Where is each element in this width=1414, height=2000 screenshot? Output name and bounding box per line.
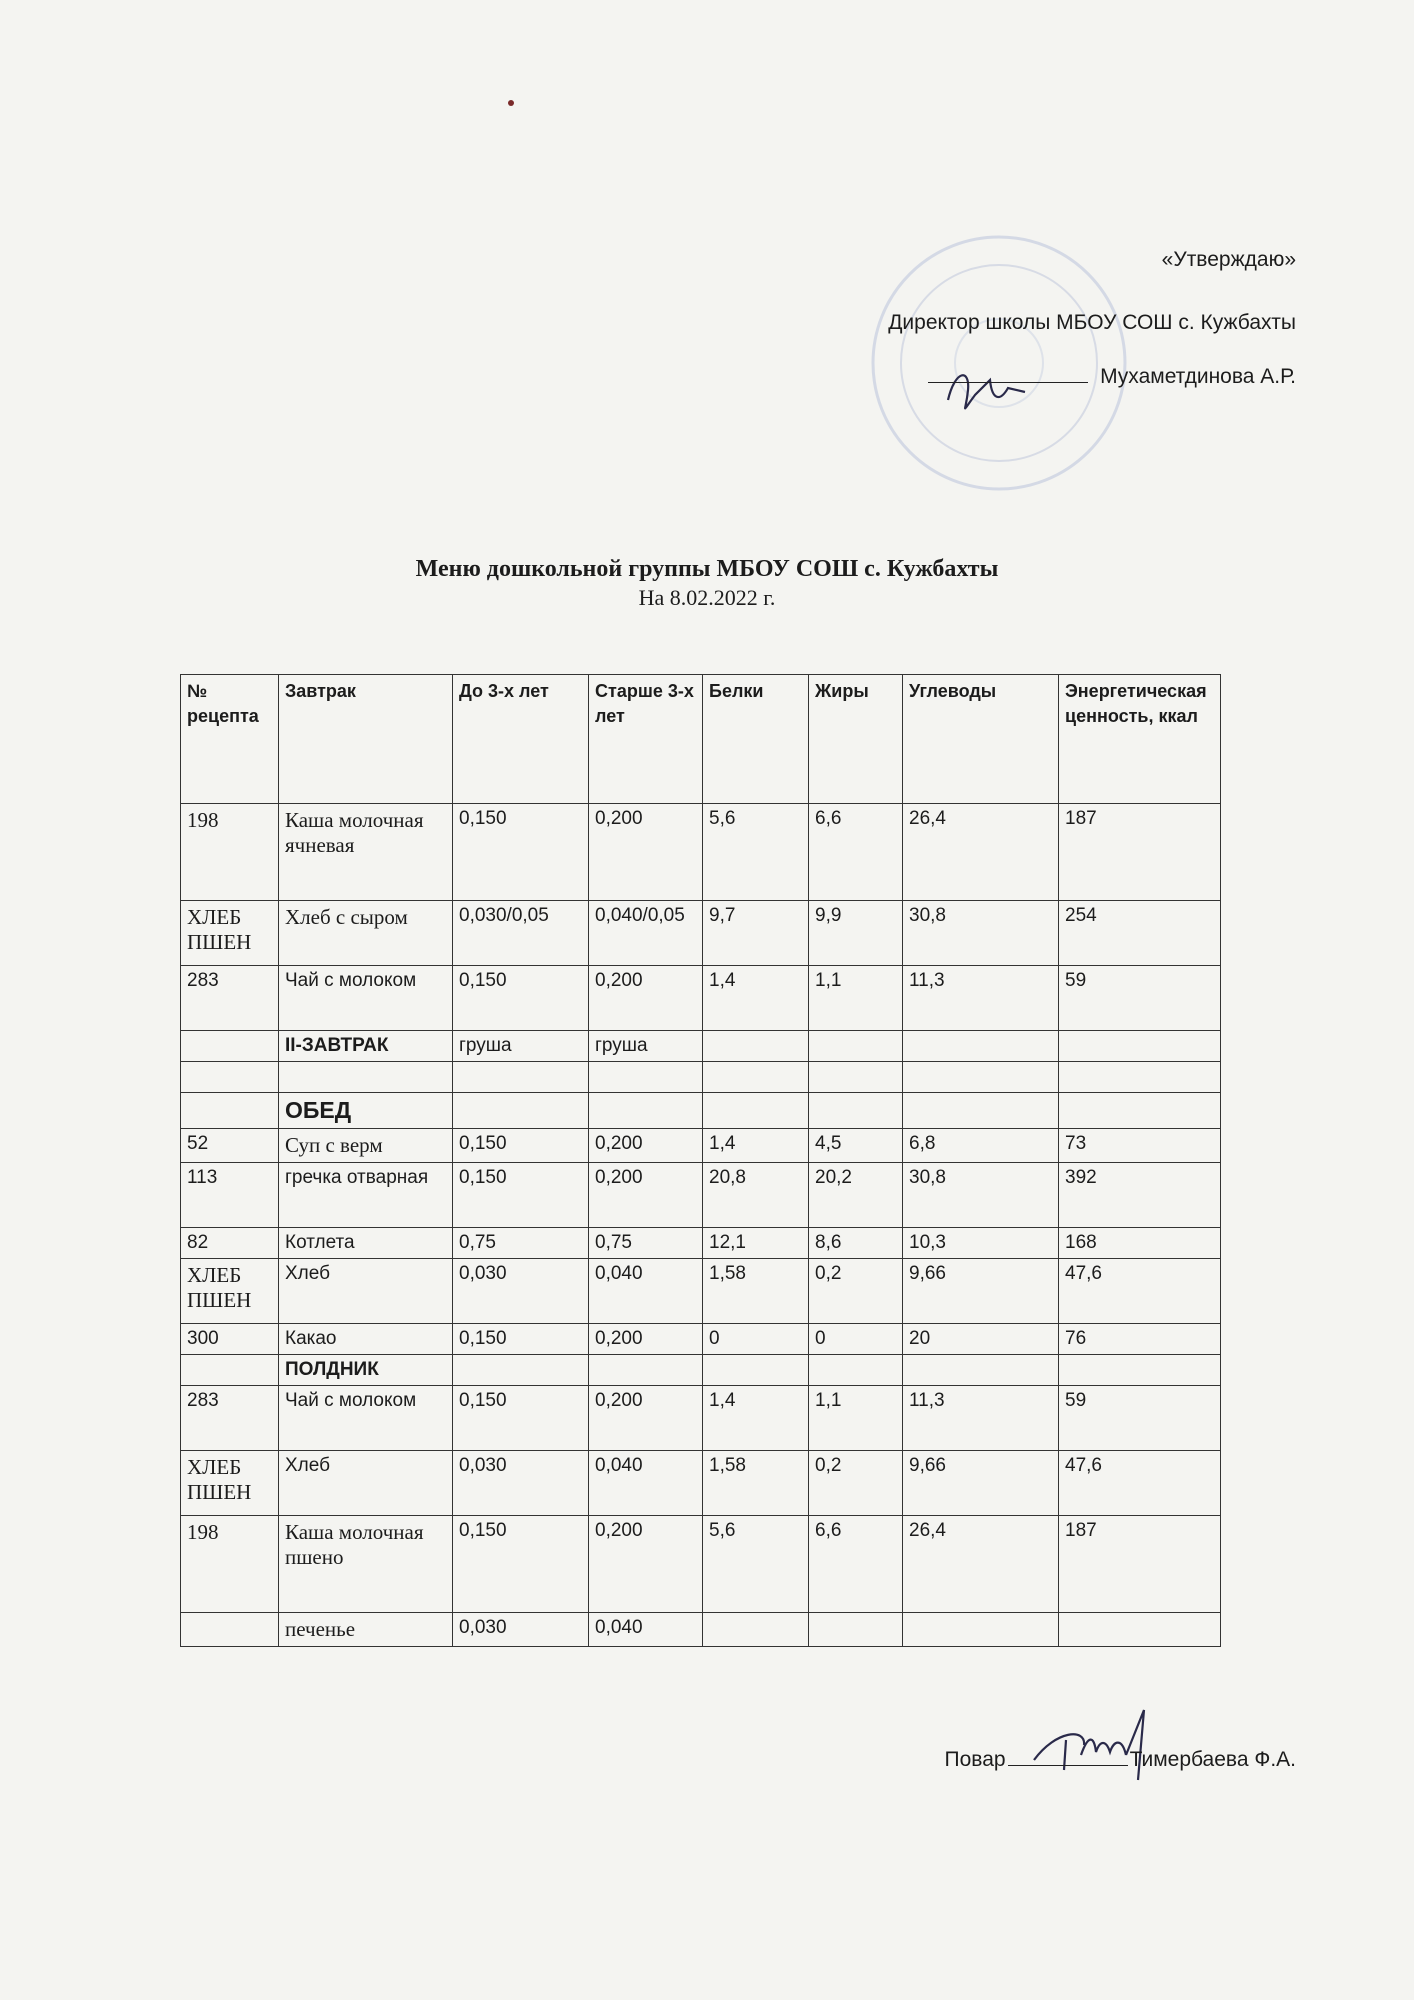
table-row xyxy=(181,1355,1221,1386)
cell-energy xyxy=(1059,1093,1221,1129)
cell-dish: Суп с верм xyxy=(279,1129,453,1163)
cell-proteins xyxy=(703,1062,809,1093)
cell-fats: 6,6 xyxy=(809,804,903,901)
cell-under-3: 0,75 xyxy=(453,1228,589,1259)
approval-heading: «Утверждаю» xyxy=(1161,248,1296,271)
cell-recipe: 283 xyxy=(181,1386,279,1451)
cell-under-3: 0,150 xyxy=(453,1516,589,1613)
cell-fats: 1,1 xyxy=(809,966,903,1031)
cell-fats xyxy=(809,1613,903,1647)
cell-energy: 76 xyxy=(1059,1324,1221,1355)
cell-fats xyxy=(809,1062,903,1093)
cell-under-3: 0,030 xyxy=(453,1259,589,1324)
signature-line xyxy=(928,364,1088,383)
cell-energy: 47,6 xyxy=(1059,1451,1221,1516)
cell-proteins: 12,1 xyxy=(703,1228,809,1259)
cook-name: Тимербаева Ф.А. xyxy=(1129,1748,1296,1771)
header-fats: Жиры xyxy=(809,675,903,804)
cell-recipe xyxy=(181,1062,279,1093)
cell-fats: 9,9 xyxy=(809,901,903,966)
header-proteins: Белки xyxy=(703,675,809,804)
cell-energy xyxy=(1059,1031,1221,1062)
cell-energy: 392 xyxy=(1059,1163,1221,1228)
cell-under-3 xyxy=(453,1355,589,1386)
cell-over-3: 0,040/0,05 xyxy=(589,901,703,966)
cell-under-3: 0,150 xyxy=(453,1324,589,1355)
cell-energy: 168 xyxy=(1059,1228,1221,1259)
approval-signature-row xyxy=(888,361,1296,394)
cell-proteins xyxy=(703,1613,809,1647)
cell-under-3: 0,150 xyxy=(453,1129,589,1163)
cell-fats xyxy=(809,1355,903,1386)
cell-carbs xyxy=(903,1031,1059,1062)
cell-under-3: 0,030/0,05 xyxy=(453,901,589,966)
cell-recipe: 52 xyxy=(181,1129,279,1163)
cell-over-3 xyxy=(589,1062,703,1093)
cell-carbs: 6,8 xyxy=(903,1129,1059,1163)
cell-over-3: 0,040 xyxy=(589,1451,703,1516)
cell-dish: Какао xyxy=(279,1324,453,1355)
cell-carbs: 30,8 xyxy=(903,901,1059,966)
cell-recipe xyxy=(181,1613,279,1647)
cell-proteins: 0 xyxy=(703,1324,809,1355)
cell-proteins xyxy=(703,1355,809,1386)
cell-carbs xyxy=(903,1355,1059,1386)
cell-dish: Хлеб xyxy=(279,1259,453,1324)
cell-energy: 254 xyxy=(1059,901,1221,966)
table-row xyxy=(181,1324,1221,1355)
table-row xyxy=(181,1516,1221,1613)
table-row xyxy=(181,1093,1221,1129)
ink-dot xyxy=(508,100,514,106)
cell-dish: гречка отварная xyxy=(279,1163,453,1228)
cell-proteins: 1,4 xyxy=(703,1129,809,1163)
cell-under-3 xyxy=(453,1062,589,1093)
document-title-block xyxy=(0,556,1414,611)
cell-dish: Котлета xyxy=(279,1228,453,1259)
cell-recipe: ХЛЕБ ПШЕН xyxy=(181,901,279,966)
cell-energy: 187 xyxy=(1059,1516,1221,1613)
cell-proteins: 5,6 xyxy=(703,804,809,901)
cell-recipe xyxy=(181,1031,279,1062)
cell-recipe: 300 xyxy=(181,1324,279,1355)
cell-energy xyxy=(1059,1355,1221,1386)
table-row xyxy=(181,1163,1221,1228)
cell-under-3 xyxy=(453,1093,589,1129)
cell-under-3: 0,150 xyxy=(453,966,589,1031)
table-row xyxy=(181,1062,1221,1093)
table-row xyxy=(181,966,1221,1031)
cell-over-3: 0,200 xyxy=(589,1516,703,1613)
cell-recipe: ХЛЕБ ПШЕН xyxy=(181,1451,279,1516)
menu-table xyxy=(180,674,1221,1647)
table-row xyxy=(181,1228,1221,1259)
cell-proteins xyxy=(703,1031,809,1062)
cell-recipe: 82 xyxy=(181,1228,279,1259)
cell-under-3: 0,150 xyxy=(453,804,589,901)
cell-energy: 187 xyxy=(1059,804,1221,901)
cell-carbs: 26,4 xyxy=(903,804,1059,901)
cell-over-3 xyxy=(589,1093,703,1129)
cell-dish: Каша молочная ячневая xyxy=(279,804,453,901)
cell-dish: печенье xyxy=(279,1613,453,1647)
header-energy: Энергетическая ценность, ккал xyxy=(1059,675,1221,804)
cell-fats: 8,6 xyxy=(809,1228,903,1259)
table-header-row xyxy=(181,675,1221,804)
table-row xyxy=(181,804,1221,901)
cell-under-3: 0,030 xyxy=(453,1613,589,1647)
cell-recipe xyxy=(181,1093,279,1129)
cell-fats: 4,5 xyxy=(809,1129,903,1163)
document-date: На 8.02.2022 г. xyxy=(638,585,776,610)
cell-proteins: 9,7 xyxy=(703,901,809,966)
cell-over-3: 0,200 xyxy=(589,804,703,901)
table-row xyxy=(181,901,1221,966)
cell-carbs: 26,4 xyxy=(903,1516,1059,1613)
cell-dish xyxy=(279,1062,453,1093)
cell-fats: 0,2 xyxy=(809,1451,903,1516)
cell-proteins: 1,58 xyxy=(703,1259,809,1324)
table-row xyxy=(181,1386,1221,1451)
approval-block xyxy=(888,244,1296,394)
cell-proteins xyxy=(703,1093,809,1129)
table-row xyxy=(181,1451,1221,1516)
cell-fats: 1,1 xyxy=(809,1386,903,1451)
cell-recipe: 198 xyxy=(181,1516,279,1613)
section-second-breakfast: II-ЗАВТРАК xyxy=(279,1031,453,1062)
cell-carbs: 20 xyxy=(903,1324,1059,1355)
cell-proteins: 1,4 xyxy=(703,1386,809,1451)
cell-under-3: 0,030 xyxy=(453,1451,589,1516)
cell-proteins: 5,6 xyxy=(703,1516,809,1613)
cell-over-3 xyxy=(589,1355,703,1386)
approval-name: Мухаметдинова А.Р. xyxy=(1100,365,1296,389)
cell-fats xyxy=(809,1031,903,1062)
cell-carbs: 9,66 xyxy=(903,1451,1059,1516)
header-under-3: До 3-х лет xyxy=(453,675,589,804)
table-row xyxy=(181,1129,1221,1163)
cell-dish: Чай с молоком xyxy=(279,966,453,1031)
cell-over-3: 0,200 xyxy=(589,1163,703,1228)
cook-signature-row xyxy=(945,1748,1296,1772)
cell-dish: Каша молочная пшено xyxy=(279,1516,453,1613)
cook-signature-icon xyxy=(1026,1700,1156,1790)
cell-fats: 20,2 xyxy=(809,1163,903,1228)
cell-recipe: 198 xyxy=(181,804,279,901)
cell-over-3: 0,200 xyxy=(589,966,703,1031)
cell-over-3: 0,75 xyxy=(589,1228,703,1259)
cell-under-3: 0,150 xyxy=(453,1386,589,1451)
section-lunch: ОБЕД xyxy=(279,1093,453,1129)
cook-label: Повар xyxy=(944,1748,1006,1771)
cell-fats: 0 xyxy=(809,1324,903,1355)
cell-recipe: 283 xyxy=(181,966,279,1031)
cell-recipe xyxy=(181,1355,279,1386)
cell-recipe: ХЛЕБ ПШЕН xyxy=(181,1259,279,1324)
cell-under-3: груша xyxy=(453,1031,589,1062)
table-row xyxy=(181,1613,1221,1647)
document-title: Меню дошкольной группы МБОУ СОШ с. Кужбахты xyxy=(415,556,999,582)
cell-energy: 59 xyxy=(1059,966,1221,1031)
table-row xyxy=(181,1259,1221,1324)
cell-over-3: 0,200 xyxy=(589,1129,703,1163)
cell-dish: Чай с молоком xyxy=(279,1386,453,1451)
header-carbs: Углеводы xyxy=(903,675,1059,804)
cell-carbs: 30,8 xyxy=(903,1163,1059,1228)
cell-fats xyxy=(809,1093,903,1129)
cell-carbs xyxy=(903,1093,1059,1129)
cell-energy: 47,6 xyxy=(1059,1259,1221,1324)
cell-carbs: 10,3 xyxy=(903,1228,1059,1259)
cell-carbs xyxy=(903,1613,1059,1647)
table-row xyxy=(181,1031,1221,1062)
cell-under-3: 0,150 xyxy=(453,1163,589,1228)
cell-over-3: 0,200 xyxy=(589,1386,703,1451)
cell-fats: 6,6 xyxy=(809,1516,903,1613)
section-afternoon-snack: ПОЛДНИК xyxy=(279,1355,453,1386)
cell-energy: 73 xyxy=(1059,1129,1221,1163)
signature-line xyxy=(1008,1749,1128,1766)
cell-over-3: 0,040 xyxy=(589,1613,703,1647)
cell-energy xyxy=(1059,1613,1221,1647)
header-meal: Завтрак xyxy=(279,675,453,804)
approval-position: Директор школы МБОУ СОШ с. Кужбахты xyxy=(888,310,1296,334)
cell-proteins: 1,58 xyxy=(703,1451,809,1516)
header-over-3: Старше 3-х лет xyxy=(589,675,703,804)
cell-energy xyxy=(1059,1062,1221,1093)
cell-carbs: 9,66 xyxy=(903,1259,1059,1324)
header-recipe: № рецепта xyxy=(181,675,279,804)
cell-over-3: груша xyxy=(589,1031,703,1062)
cell-proteins: 20,8 xyxy=(703,1163,809,1228)
cell-over-3: 0,040 xyxy=(589,1259,703,1324)
cell-fats: 0,2 xyxy=(809,1259,903,1324)
cell-carbs: 11,3 xyxy=(903,1386,1059,1451)
cell-carbs xyxy=(903,1062,1059,1093)
cell-dish: Хлеб xyxy=(279,1451,453,1516)
cell-proteins: 1,4 xyxy=(703,966,809,1031)
cell-carbs: 11,3 xyxy=(903,966,1059,1031)
cell-recipe: 113 xyxy=(181,1163,279,1228)
cell-over-3: 0,200 xyxy=(589,1324,703,1355)
cell-dish: Хлеб с сыром xyxy=(279,901,453,966)
cell-energy: 59 xyxy=(1059,1386,1221,1451)
